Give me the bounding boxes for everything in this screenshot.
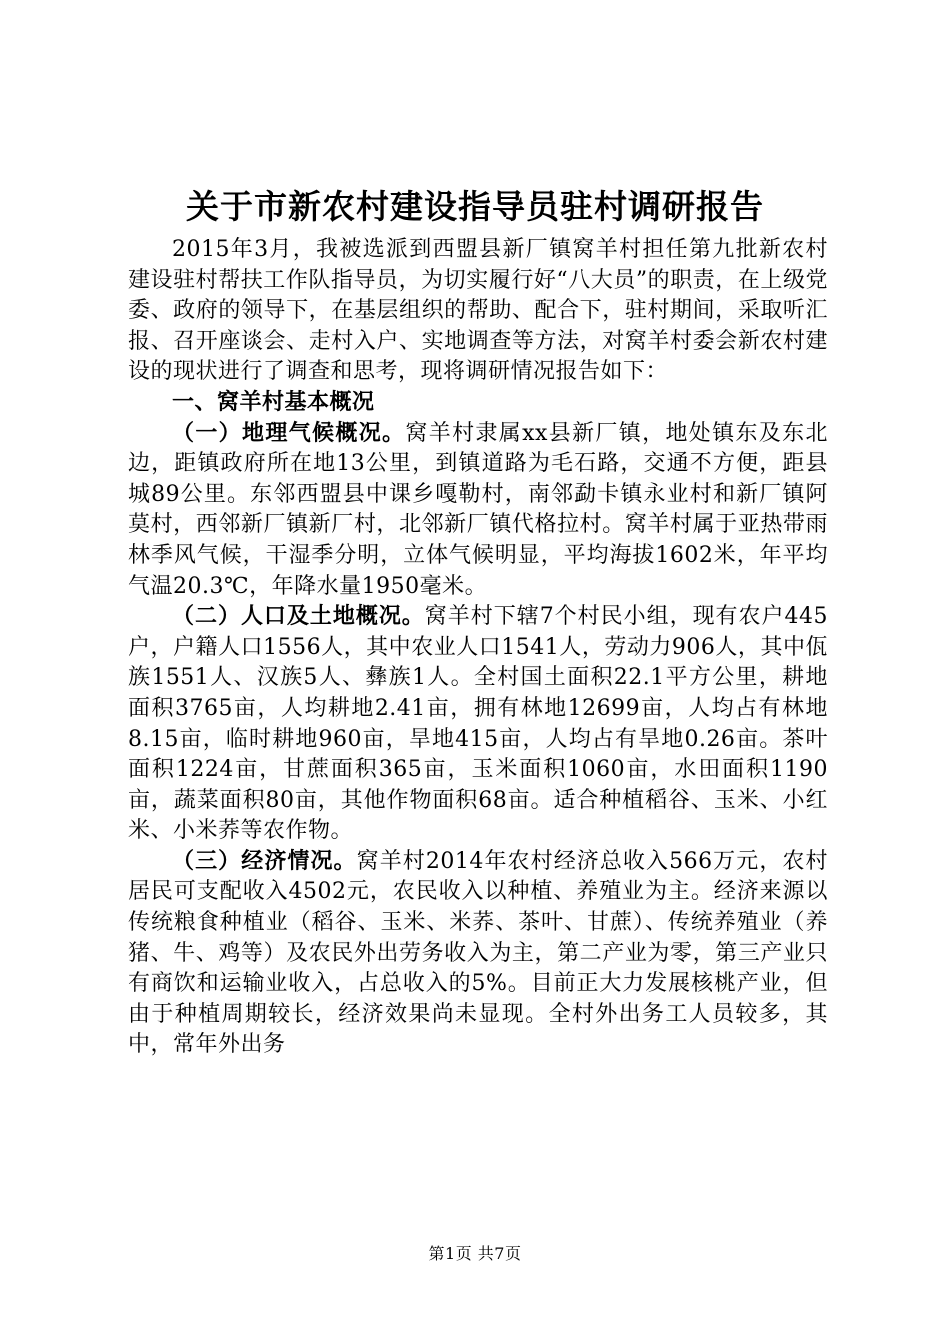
paragraph-lead: （一）地理气候概况。	[172, 420, 406, 446]
document-title: 关于市新农村建设指导员驻村调研报告	[186, 187, 764, 226]
paragraph-lead: （二）人口及土地概况。	[172, 604, 425, 630]
section-heading: 一、窝羊村基本概况	[172, 389, 375, 415]
paragraph-text: 窝羊村下辖7个村民小组，现有农户445户，户籍人口1556人，其中农业人口1541人，劳动力906人，其中佤族1551人、汉族5人、彝族1人。全村国土面积22.1平方公里，耕地面积3765亩，人均耕地2.41亩，拥有林地12699亩，人均占有林地8.15亩，临时耕地960亩，旱地415亩，人均占有旱地0.26亩。茶叶面积1224亩，甘蔗面积365亩，玉米面积1060亩，水田面积1190亩，蔬菜面积80亩，其他作物面积68亩。适合种植稻谷、玉米、小红米、小米荞等农作物。	[128, 604, 828, 844]
page-number-footer: 第1页 共7页	[428, 1244, 522, 1263]
intro-paragraph: 2015年3月，我被选派到西盟县新厂镇窝羊村担任第九批新农村建设驻村帮扶工作队指导员，为切实履行好“八大员”的职责，在上级党委、政府的领导下，在基层组织的帮助、配合下，驻村期间，采取听汇报、召开座谈会、走村入户、实地调查等方法，对窝羊村委会新农村建设的现状进行了调查和思考，现将调研情况报告如下：	[128, 237, 828, 385]
paragraph-text: 窝羊村隶属xx县新厂镇，地处镇东及东北边，距镇政府所在地13公里，到镇道路为毛石路，交通不方便，距县城89公里。东邻西盟县中课乡嘎勒村，南邻勐卡镇永业村和新厂镇阿莫村，西邻新厂镇新厂村，北邻新厂镇代格拉村。窝羊村属于亚热带雨林季风气候，干湿季分明，立体气候明显，平均海拔1602米，年平均气温20.3℃，年降水量1950毫米。	[128, 420, 828, 599]
paragraph-population	[128, 602, 828, 847]
paragraph-text: 窝羊村2014年农村经济总收入566万元，农村居民可支配收入4502元，农民收入以种植、养殖业为主。经济来源以传统粮食种植业（稻谷、玉米、米荞、茶叶、甘蔗）、传统养殖业（养猪、牛、鸡等）及农民外出劳务收入为主，第二产业为零，第三产业只有商饮和运输业收入，占总收入的5%。目前正大力发展核桃产业，但由于种植周期较长，经济效果尚未显现。全村外出务工人员较多，其中，常年外出务	[128, 848, 828, 1058]
document-body	[128, 235, 828, 1061]
paragraph-economy	[128, 847, 828, 1061]
paragraph-geography	[128, 419, 828, 603]
paragraph-lead: （三）经济情况。	[172, 848, 357, 874]
